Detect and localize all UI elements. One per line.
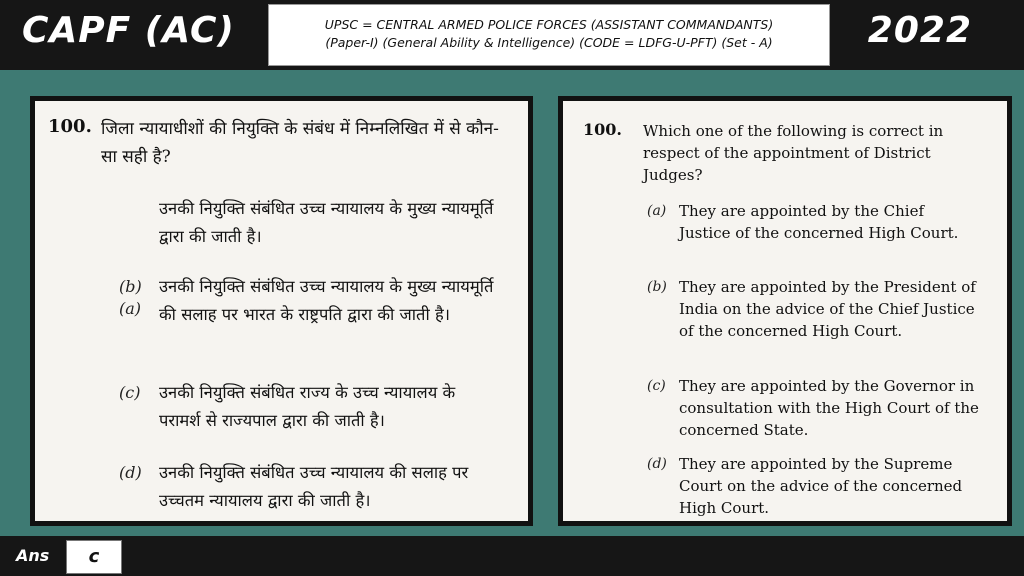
answer-label: Ans	[16, 546, 50, 565]
english-question-sheet	[563, 101, 1007, 521]
option-a-letter: (a)	[647, 203, 667, 219]
answer-bar	[0, 536, 1024, 576]
option-d-text: उनकी नियुक्ति संबंधित उच्च न्यायालय की सलाह पर उच्चतम न्यायालय द्वारा की जाती है।	[159, 463, 469, 510]
header-bar	[0, 0, 1024, 70]
option-c-text: They are appointed by the Governor in consultation with the High Court of the concerned State.	[679, 377, 979, 439]
exam-info-line2: (Paper-I) (General Ability & Intelligence) (CODE = LDFG-U-PFT) (Set - A)	[325, 35, 773, 50]
question-number: 100.	[583, 120, 622, 139]
option-a-text: उनकी नियुक्ति संबंधित उच्च न्यायालय के मुख्य न्यायमूर्ति द्वारा की जाती है।	[159, 199, 494, 246]
exam-info-line1: UPSC = CENTRAL ARMED POLICE FORCES (ASSISTANT COMMANDANTS)	[324, 17, 774, 32]
option-c-text: उनकी नियुक्ति संबंधित राज्य के उच्च न्यायालय के परामर्श से राज्यपाल द्वारा की जाती है।	[159, 383, 456, 430]
option-b-text: They are appointed by the President of India on the advice of the Chief Justice of the concerned High Court.	[679, 278, 976, 340]
english-question-panel	[558, 96, 1012, 526]
question-number: 100.	[48, 116, 92, 137]
option-a-text: They are appointed by the Chief Justice of the concerned High Court.	[679, 202, 959, 242]
option-d-letter: (d)	[647, 456, 667, 472]
option-c-letter: (c)	[119, 383, 141, 402]
option-c-letter: (c)	[647, 378, 666, 394]
option-a-letter: (a)	[119, 299, 142, 318]
answer-value: c	[66, 540, 122, 574]
question-text: जिला न्यायाधीशों की नियुक्ति के संबंध में निम्नलिखित में से कौन-सा सही है?	[101, 119, 499, 167]
option-b-letter: (b)	[119, 277, 142, 296]
brand-title: CAPF (AC)	[22, 10, 235, 51]
exam-info-box	[268, 4, 830, 66]
hindi-question-sheet	[35, 101, 528, 521]
option-d-letter: (d)	[119, 463, 142, 482]
hindi-question-panel	[30, 96, 533, 526]
option-d-text: They are appointed by the Supreme Court on the advice of the concerned High Court.	[679, 455, 963, 517]
option-b-text: उनकी नियुक्ति संबंधित उच्च न्यायालय के मुख्य न्यायमूर्ति की सलाह पर भारत के राष्ट्रपति द्वारा की जाती है।	[159, 277, 494, 324]
question-text: Which one of the following is correct in respect of the appointment of District Judges?	[643, 122, 944, 184]
option-b-letter: (b)	[647, 279, 667, 295]
exam-year: 2022	[867, 10, 972, 51]
